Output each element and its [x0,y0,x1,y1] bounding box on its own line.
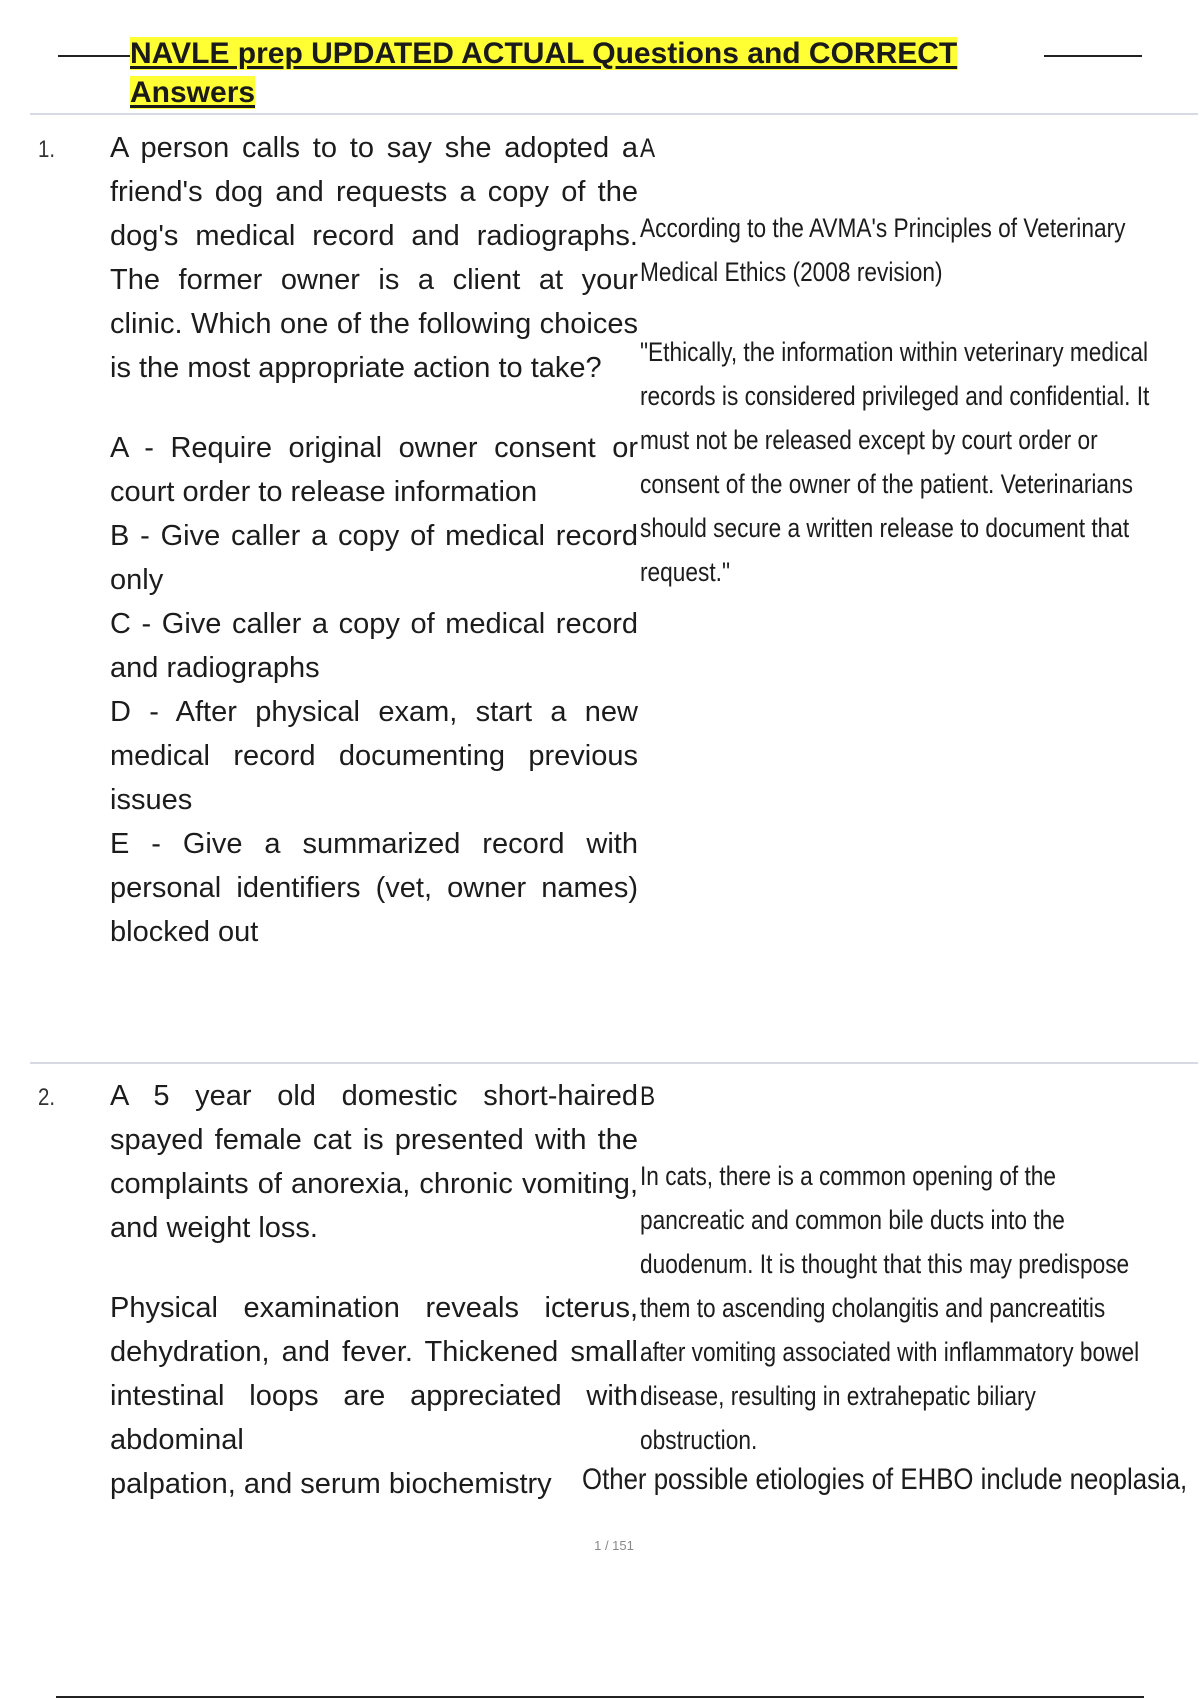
page-number: 1 / 151 [594,1538,634,1553]
question-2-explanation-1: In cats, there is a common opening of the pancreatic and common bile ducts into the duodenum. It is thought that this may predispose them to ascending cholangitis and pancreatitis after vomiting associated with inflammatory bowel disease, resulting in extrahepatic biliary obstruction. [640,1161,1140,1455]
question-1-option-c: C - Give caller a copy of medical record and radiographs [110,608,638,684]
question-1-explanation-1: According to the AVMA's Principles of Veterinary Medical Ethics (2008 revision) [640,213,1126,287]
question-1-answer [640,126,1150,594]
question-1-option-e: E - Give a summarized record with personal identifiers (vet, owner names) blocked out [110,828,638,948]
question-1-explanation-2: "Ethically, the information within veterinary medical records is considered privileged and confidential. It must not be released except by court order or consent of the owner of the patient. Veterinarians should secure a written release to document that request." [640,337,1150,587]
question-1-answer-letter: A [640,133,656,163]
document-title [130,34,1045,112]
question-1-number: 1. [38,136,56,163]
question-1-text [110,126,638,954]
question-1-option-a: A - Require original owner consent or court order to release information [110,432,638,508]
question-1-option-d: D - After physical exam, start a new medical record documenting previous issues [110,696,638,816]
question-1-stem: A person calls to to say she adopted a friend's dog and requests a copy of the dog's medical record and radiographs. The former owner is a client at your clinic. Which one of the following choices is the most appropriate action to take? [110,132,638,384]
question-1-option-b: B - Give caller a copy of medical record only [110,520,638,596]
question-2-text [110,1074,638,1462]
footer-rule [56,1696,1144,1698]
question-2-answer [640,1074,1150,1462]
question-2-number: 2. [38,1084,56,1111]
title-rule-right [1044,55,1142,57]
question-2-stem-last-line: palpation, and serum biochemistry [110,1468,552,1500]
question-2-explanation-last-line: Other possible etiologies of EHBO include neoplasia, [582,1463,1188,1496]
question-2-answer-letter: B [640,1081,656,1111]
question-2-stem-continued: Physical examination reveals icterus, dehydration, and fever. Thickened small intestinal loops are appreciated with abdominal [110,1292,638,1456]
question-2-stem: A 5 year old domestic short-haired spayed female cat is presented with the complaints of anorexia, chronic vomiting, and weight loss. [110,1080,638,1244]
divider-middle [30,1062,1198,1064]
divider-top [30,113,1198,115]
title-rule-left [58,55,130,57]
document-title-text: NAVLE prep UPDATED ACTUAL Questions and CORRECT Answers [130,37,958,109]
